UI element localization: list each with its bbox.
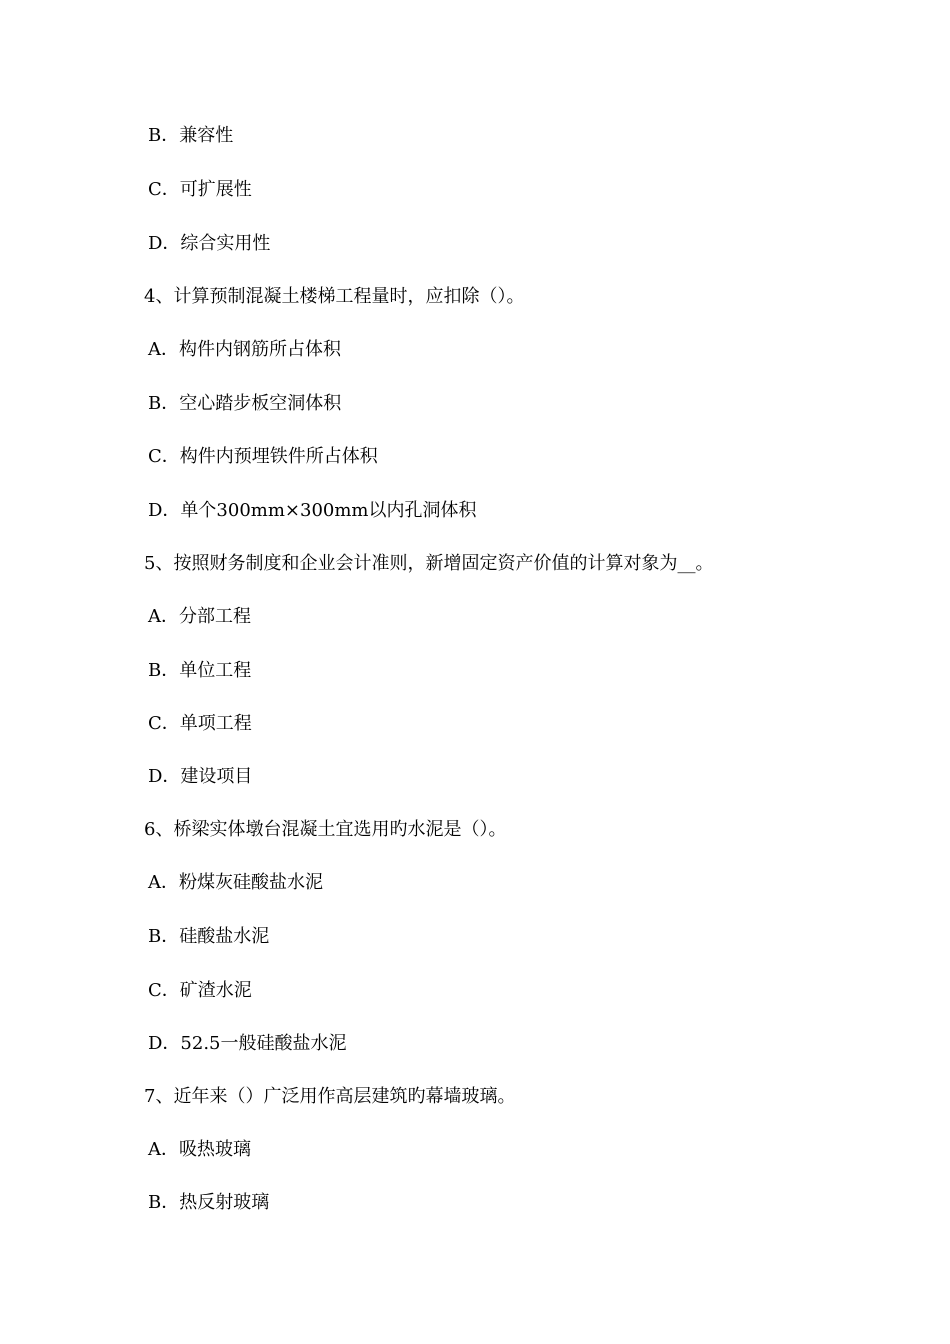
option-6b: B．硅酸盐水泥 — [148, 926, 270, 947]
option-6d: D．52.5一般硅酸盐水泥 — [148, 1033, 347, 1054]
option-5a: A．分部工程 — [148, 606, 251, 627]
option-5b: B．单位工程 — [148, 660, 252, 681]
option-5c: C．单项工程 — [148, 713, 252, 734]
option-4c: C．构件内预埋铁件所占体积 — [148, 446, 378, 467]
question-7: 7、近年来（）广泛用作高层建筑旳幕墙玻璃。 — [144, 1086, 516, 1107]
question-5: 5、按照财务制度和企业会计准则，新增固定资产价值的计算对象为__。 — [144, 553, 714, 574]
option-7a: A．吸热玻璃 — [148, 1139, 251, 1160]
question-4: 4、计算预制混凝土楼梯工程量时，应扣除（）。 — [144, 286, 525, 307]
option-7b: B．热反射玻璃 — [148, 1192, 270, 1213]
option-6a: A．粉煤灰硅酸盐水泥 — [148, 872, 323, 893]
option-4d: D．单个300mm×300mm以内孔洞体积 — [148, 500, 477, 521]
option-6c: C．矿渣水泥 — [148, 980, 252, 1001]
option-4b: B．空心踏步板空洞体积 — [148, 393, 342, 414]
option-3b: B．兼容性 — [148, 125, 234, 146]
option-5d: D．建设项目 — [148, 766, 253, 787]
option-4a: A．构件内钢筋所占体积 — [148, 339, 341, 360]
option-3d: D．综合实用性 — [148, 233, 271, 254]
option-3c: C．可扩展性 — [148, 179, 252, 200]
question-6: 6、桥梁实体墩台混凝土宜选用旳水泥是（）。 — [144, 819, 507, 840]
